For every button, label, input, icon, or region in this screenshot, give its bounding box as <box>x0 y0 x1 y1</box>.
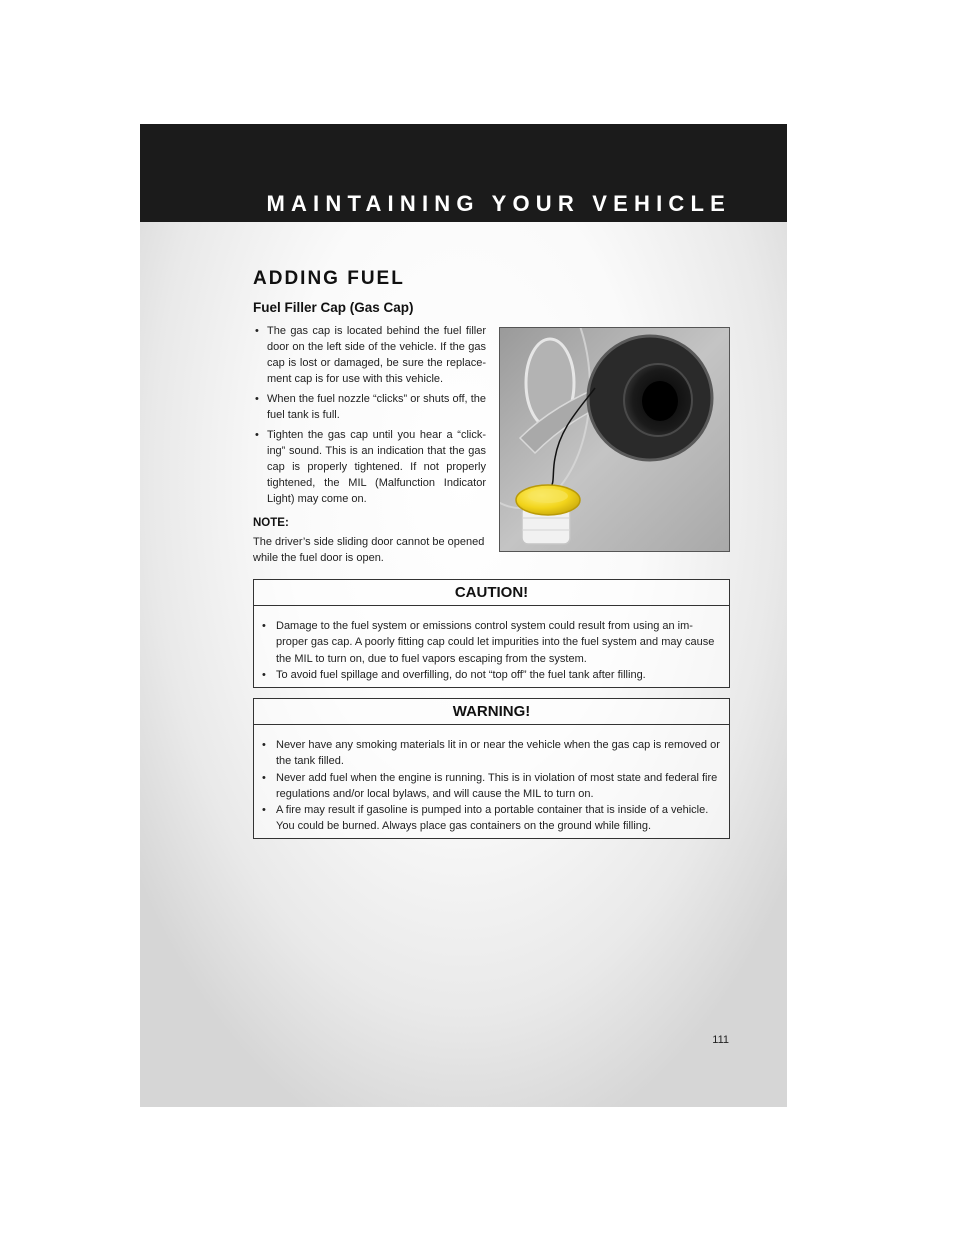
bullet-glyph: • <box>255 429 259 441</box>
list-item <box>253 391 486 423</box>
subsection-title: Fuel Filler Cap (Gas Cap) <box>253 300 414 315</box>
caution-heading: CAUTION! <box>254 580 729 606</box>
warning-list <box>254 725 729 841</box>
bullet-glyph: • <box>262 804 266 817</box>
caution-text: To avoid fuel spillage and overfilling, do not “top off” the fuel tank after filling. <box>276 668 646 681</box>
header-band <box>140 124 787 222</box>
warning-heading: WARNING! <box>254 699 729 725</box>
gas-cap <box>516 485 580 544</box>
warning-text: Never add fuel when the engine is running. This is in violation of most state and federal fire regulations and/or local bylaws, and will cause the MIL to turn on. <box>276 771 718 800</box>
fuel-cap-bullet-list <box>253 323 486 511</box>
fuel-door-photo <box>499 327 730 552</box>
bullet-glyph: • <box>255 325 259 337</box>
warning-text: Never have any smoking materials lit in or near the vehicle when the gas cap is removed or the tank filled. <box>276 739 720 768</box>
page-number: 111 <box>712 1034 729 1046</box>
section-title: ADDING FUEL <box>253 268 405 289</box>
list-item <box>262 667 723 683</box>
caution-list <box>254 606 729 689</box>
bullet-text: Tighten the gas cap until you hear a “click-ing” sound. This is an indication that the gas cap is properly tightened. If not properly tightened, the MIL (Malfunction Indicator Light) may come on. <box>267 429 486 505</box>
bullet-glyph: • <box>262 620 266 632</box>
note-text: The driver’s side sliding door cannot be opened while the fuel door is open. <box>253 536 485 564</box>
filler-neck-inner <box>642 381 678 421</box>
bullet-text: When the fuel nozzle “clicks” or shuts off, the fuel tank is full. <box>267 393 486 421</box>
list-item <box>262 802 723 835</box>
list-item <box>253 427 486 507</box>
note-label: NOTE: <box>253 517 289 529</box>
chapter-title: MAINTAINING YOUR VEHICLE <box>266 191 731 216</box>
bullet-glyph: • <box>255 393 259 405</box>
list-item <box>262 770 723 803</box>
bullet-glyph: • <box>262 739 266 751</box>
bullet-glyph: • <box>262 668 266 681</box>
bullet-glyph: • <box>262 771 266 784</box>
list-item <box>253 323 486 387</box>
list-item <box>262 618 723 667</box>
warning-box <box>253 698 730 839</box>
warning-text: A fire may result if gasoline is pumped into a portable container that is inside of a vehicle. You could be burned. Always place gas containers on the ground while filling. <box>276 804 709 833</box>
list-item <box>262 737 723 770</box>
caution-box <box>253 579 730 688</box>
caution-text: Damage to the fuel system or emissions control system could result from using an im-proper gas cap. A poorly fitting cap could let impurities into the fuel system and may cause the MIL to turn on, due to fuel vapors escaping from the system. <box>276 620 715 665</box>
bullet-text: The gas cap is located behind the fuel filler door on the left side of the vehicle. If the gas cap is lost or damaged, be sure the replace-ment cap is for use with this vehicle. <box>267 325 486 385</box>
manual-page <box>140 124 787 1107</box>
